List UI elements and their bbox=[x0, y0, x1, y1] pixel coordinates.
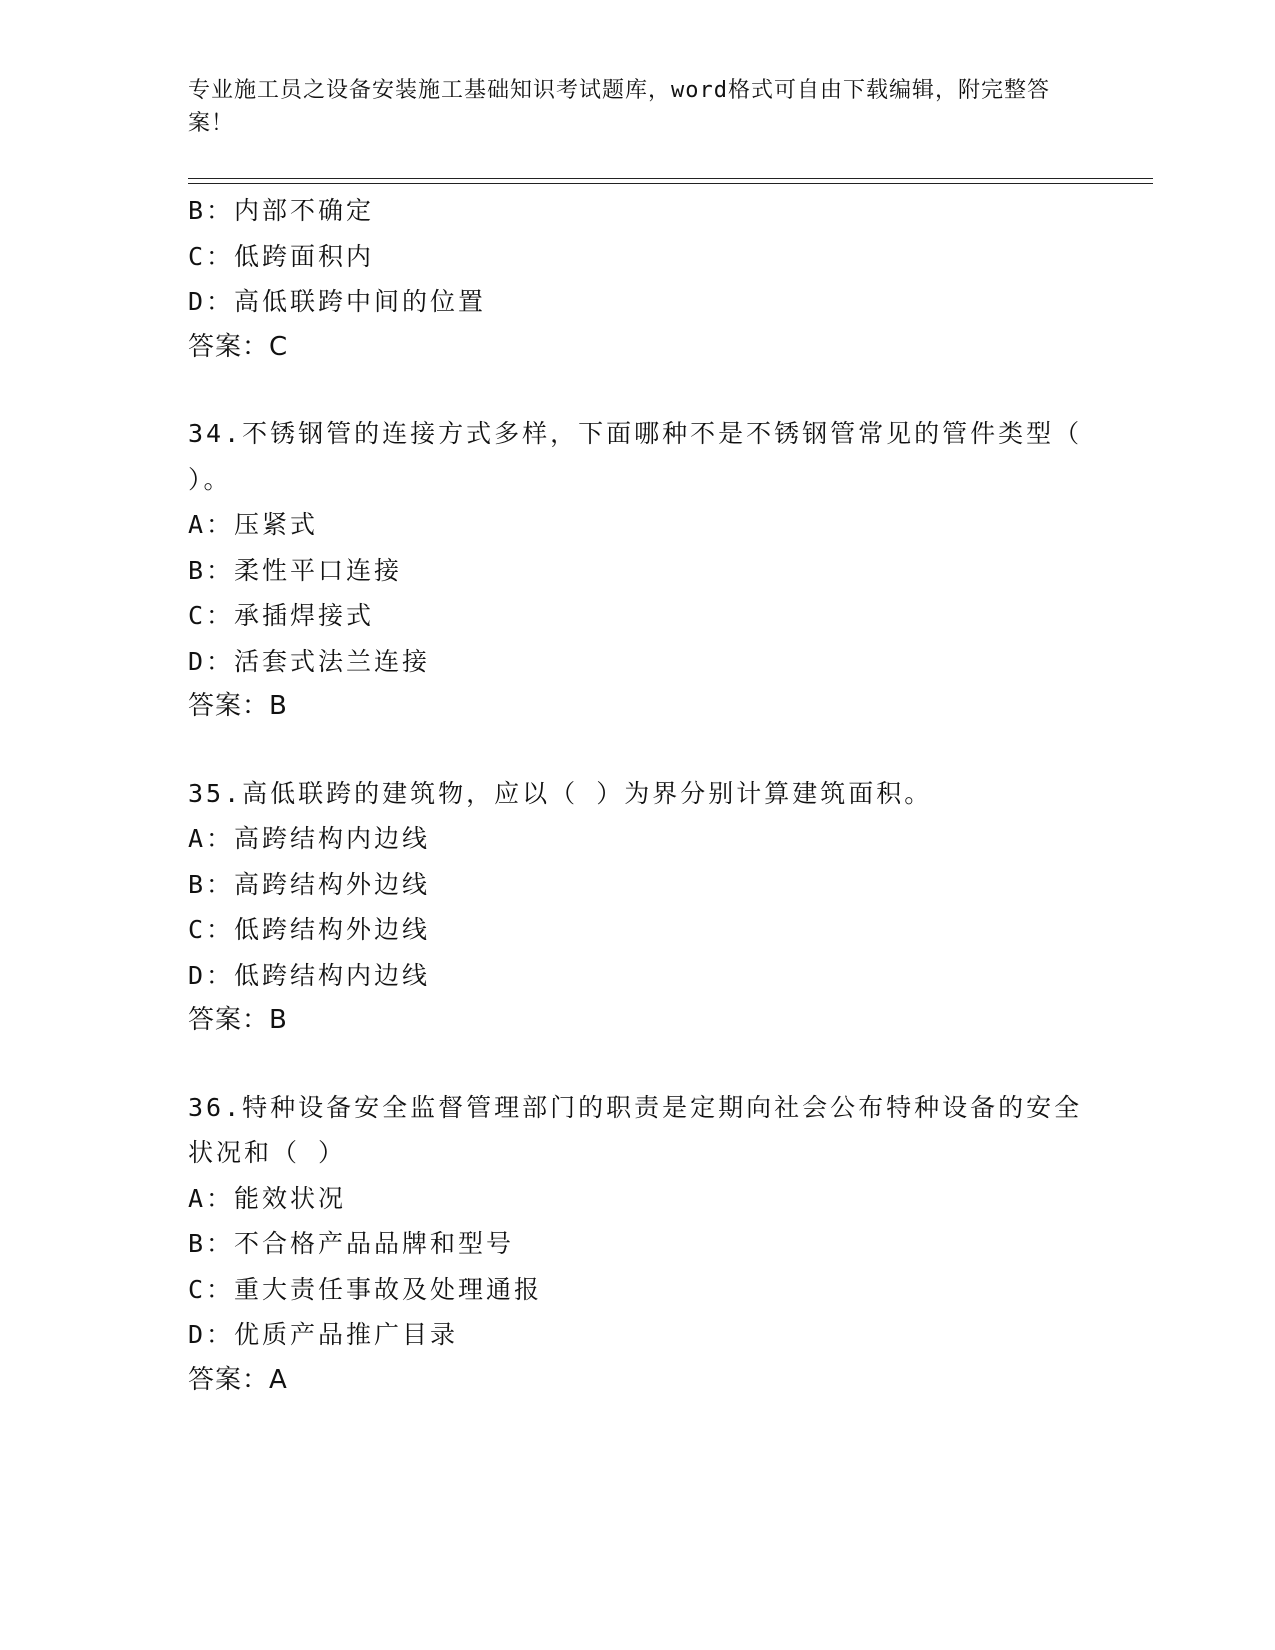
option-b: B：高跨结构外边线 bbox=[188, 869, 431, 899]
question-text: 35.高低联跨的建筑物，应以（ ）为界分别计算建筑面积。 bbox=[188, 778, 933, 808]
option-d: D：高低联跨中间的位置 bbox=[188, 287, 487, 316]
option-c: C：低跨结构外边线 bbox=[188, 915, 431, 944]
question-34 bbox=[188, 411, 1088, 730]
question-35 bbox=[188, 771, 1088, 1044]
option-a: A：压紧式 bbox=[188, 510, 319, 539]
continued-question bbox=[188, 188, 1088, 370]
option-d: D：活套式法兰连接 bbox=[188, 646, 431, 676]
answer-line: 答案：A bbox=[188, 1364, 288, 1395]
option-d: D：低跨结构内边线 bbox=[188, 960, 431, 990]
option-b: B：柔性平口连接 bbox=[188, 555, 403, 585]
question-text: 36.特种设备安全监督管理部门的职责是定期向社会公布特种设备的安全状况和（ ） bbox=[188, 1092, 1083, 1167]
option-c: C：承插焊接式 bbox=[188, 601, 375, 630]
header-divider-top bbox=[188, 178, 1153, 179]
question-list bbox=[188, 188, 1088, 1403]
option-a: A：高跨结构内边线 bbox=[188, 824, 431, 853]
option-b: B：不合格产品品牌和型号 bbox=[188, 1229, 515, 1258]
option-c: C：低跨面积内 bbox=[188, 241, 375, 271]
document-header: 专业施工员之设备安装施工基础知识考试题库，word格式可自由下载编辑，附完整答案！ bbox=[188, 78, 1050, 136]
answer-line: 答案：C bbox=[188, 331, 289, 362]
header-divider-bottom bbox=[188, 183, 1153, 184]
answer-line: 答案：B bbox=[188, 691, 288, 721]
answer-line: 答案：B bbox=[188, 1005, 288, 1035]
option-d: D：优质产品推广目录 bbox=[188, 1320, 459, 1349]
option-b: B：内部不确定 bbox=[188, 196, 375, 225]
option-c: C：重大责任事故及处理通报 bbox=[188, 1274, 543, 1304]
question-36 bbox=[188, 1085, 1088, 1404]
question-text: 34.不锈钢管的连接方式多样，下面哪种不是不锈钢管常见的管件类型（ ）。 bbox=[188, 419, 1083, 494]
option-a: A：能效状况 bbox=[188, 1183, 347, 1213]
